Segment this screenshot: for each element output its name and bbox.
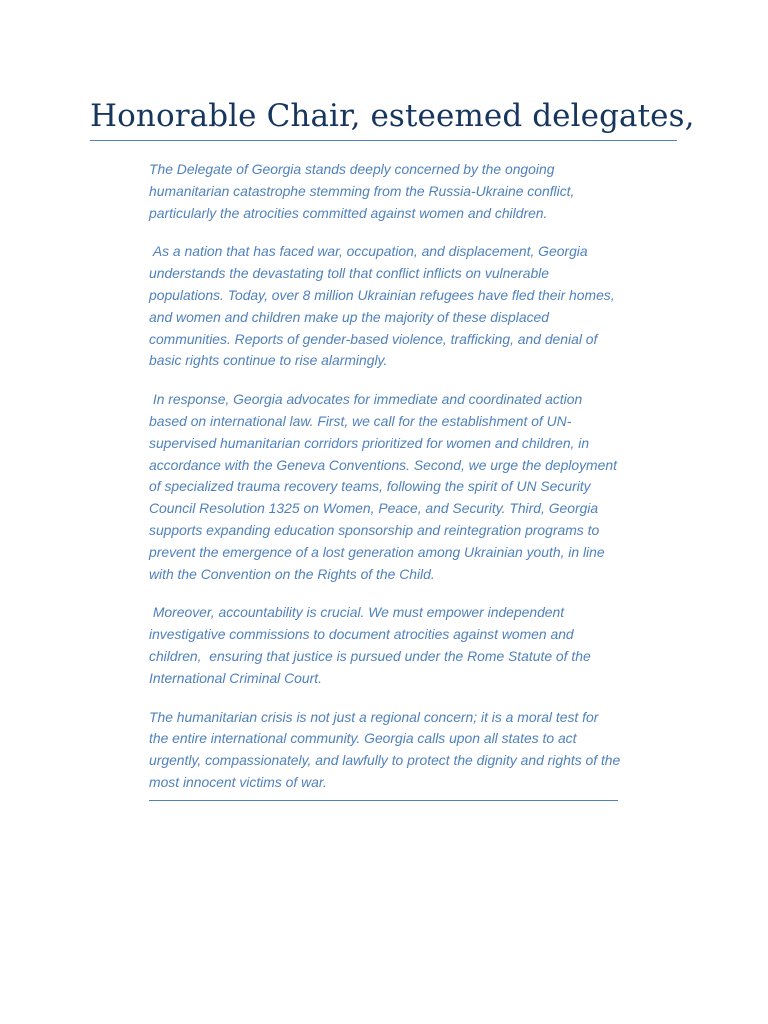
intense-quote-block: [149, 159, 625, 794]
paragraph-context: As a nation that has faced war, occupation, and displacement, Georgia understands the devastating toll that conflict inflicts on vulnerable populations. Today, over 8 million Ukrainian refugees have fled their homes, and women and children make up the majority of these displaced communities. Reports of gender-based violence, trafficking, and denial of basic rights continue to rise alarmingly.: [149, 243, 619, 369]
heading-underline-rule: [90, 140, 677, 141]
paragraph-intro: The Delegate of Georgia stands deeply concerned by the ongoing humanitarian catastrophe stemming from the Russia-Ukraine conflict, particularly the atrocities committed against women and children.: [149, 161, 579, 221]
quote-bottom-rule: [149, 800, 618, 801]
paragraph-response: In response, Georgia advocates for immediate and coordinated action based on international law. First, we call for the establishment of UN-supervised humanitarian corridors prioritized for women and children, in accordance with the Geneva Conventions. Second, we urge the deployment of specialized trauma recovery teams, following the spirit of UN Security Council Resolution 1325 on Women, Peace, and Security. Third, Georgia supports expanding education sponsorship and reintegration programs to prevent the emergence of a lost generation among Ukrainian youth, in line with the Convention on the Rights of the Child.: [149, 391, 621, 582]
paragraph-conclusion: The humanitarian crisis is not just a regional concern; it is a moral test for the entire international community. Georgia calls upon all states to act urgently, compassionately, and lawfully to protect the dignity and rights of the most innocent victims of war.: [149, 708, 625, 790]
document-heading: Honorable Chair, esteemed delegates,: [90, 98, 695, 134]
paragraph-accountability: Moreover, accountability is crucial. We must empower independent investigative commissions to document atrocities against women and children, ensuring that justice is pursued under the Rome Statute of the International Criminal Court.: [149, 604, 595, 686]
